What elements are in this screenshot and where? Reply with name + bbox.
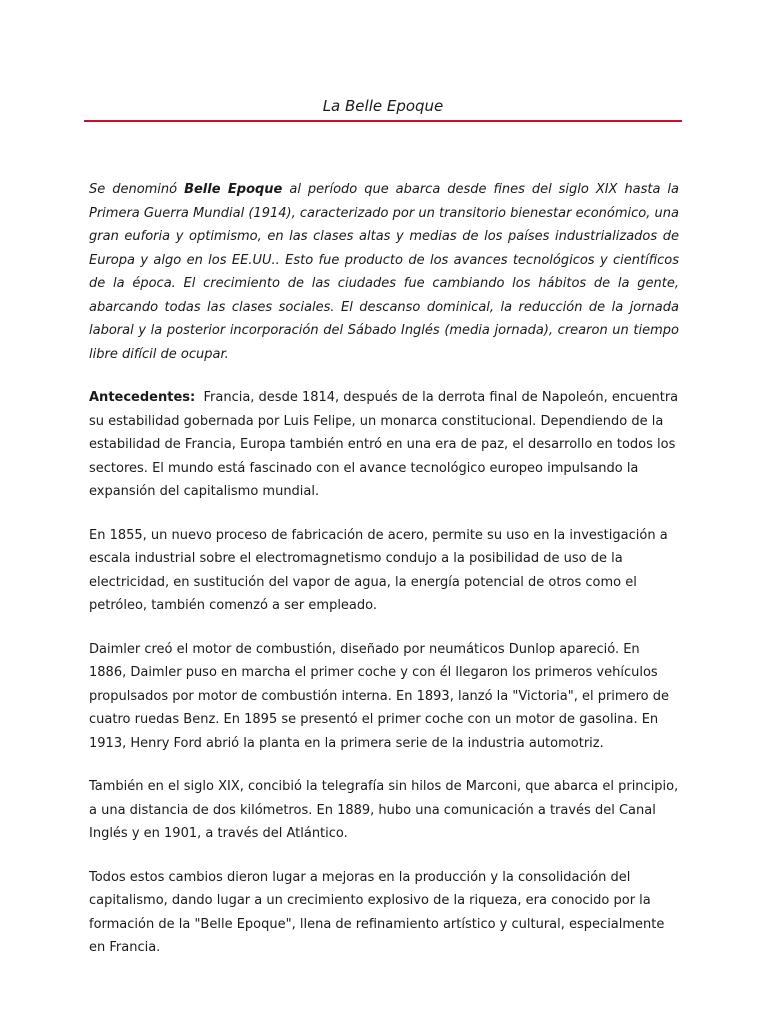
document-body xyxy=(89,178,679,980)
paragraph-telegraph: También en el siglo XIX, concibió la telegrafía sin hilos de Marconi, que abarca el principio, a una distancia de dos kilómetros. En 1889, hubo una comunicación a través del Canal Inglés y en 1901, a través del Atlántico. xyxy=(89,779,679,841)
intro-term: Belle Epoque xyxy=(184,182,283,197)
document-title: La Belle Epoque xyxy=(322,97,444,115)
title-divider xyxy=(84,120,682,122)
antecedentes-text: Francia, desde 1814, después de la derrota final de Napoleón, encuentra su estabilidad gobernada por Luis Felipe, un monarca constitucional. Dependiendo de la estabilidad de Francia, Europa también entró en una era de paz, el desarrollo en todos los sectores. El mundo está fascinado con el avance tecnológico europeo impulsando la expansión del capitalismo mundial. xyxy=(89,390,679,499)
antecedentes-paragraph xyxy=(89,386,679,504)
intro-text-after: al período que abarca desde fines del siglo XIX hasta la Primera Guerra Mundial (1914), caracterizado por un transitorio bienestar económico, una gran euforia y optimismo, en las clases altas y medias de los países industrializados de Europa y algo en los EE.UU.. Esto fue producto de los avances tecnológicos y científicos de la época. El crecimiento de las ciudades fue cambiando los hábitos de la gente, abarcando todas las clases sociales. El descanso dominical, la reducción de la jornada laboral y la posterior incorporación del Sábado Inglés (media jornada), crearon un tiempo libre difícil de ocupar. xyxy=(89,182,679,362)
paragraph-automobile: Daimler creó el motor de combustión, diseñado por neumáticos Dunlop apareció. En 1886, Daimler puso en marcha el primer coche y con él llegaron los primeros vehículos propulsados por motor de combustión interna. En 1893, lanzó la "Victoria", el primero de cuatro ruedas Benz. En 1895 se presentó el primer coche con un motor de gasolina. En 1913, Henry Ford abrió la planta en la primera serie de la industria automotriz. xyxy=(89,641,669,751)
paragraph-steel: En 1855, un nuevo proceso de fabricación de acero, permite su uso en la investigación a escala industrial sobre el electromagnetismo condujo a la posibilidad de uso de la electricidad, en sustitución del vapor de agua, la energía potencial de otros como el petróleo, también comenzó a ser empleado. xyxy=(89,527,668,613)
intro-text-before: Se denominó xyxy=(89,182,185,197)
antecedentes-label: Antecedentes: xyxy=(89,390,196,405)
paragraph-conclusion: Todos estos cambios dieron lugar a mejoras en la producción y la consolidación del capitalismo, dando lugar a un crecimiento explosivo de la riqueza, era conocido por la formación de la "Belle Epoque", llena de refinamiento artístico y cultural, especialmente en Francia. xyxy=(89,869,665,955)
intro-paragraph xyxy=(89,178,679,366)
